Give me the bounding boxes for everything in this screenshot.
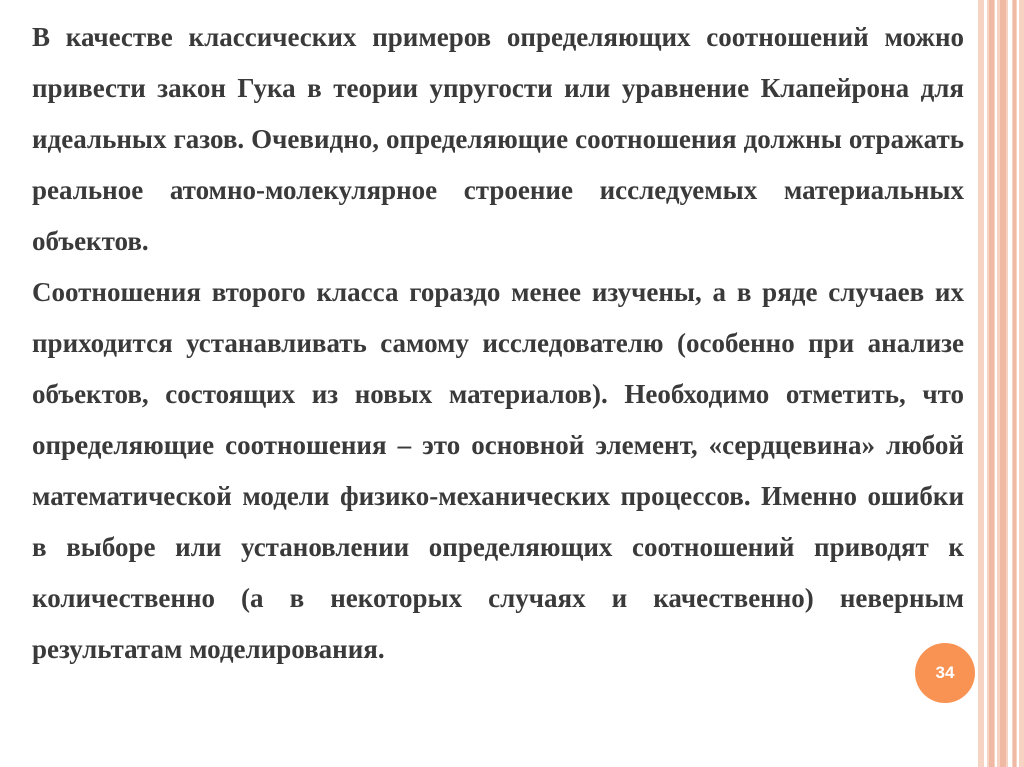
page-number-badge: 34 xyxy=(915,643,975,703)
decorative-stripe xyxy=(1013,0,1016,767)
decorative-stripe xyxy=(995,0,997,767)
paragraph-2: Соотношения второго класса гораздо менее изучены, а в ряде случаев их приходится устанавливать самому исследователю (особенно при анализе объектов, состоящих из новых материалов). Необходимо отметить, что определяющие соотношения – это основной элемент, «сердцевина» любой математической модели физико-механических процессов. Именно ошибки в выборе или установлении определяющих соотношений приводят к количественно (а в некоторых случаях и качественно) неверным результатам моделирования. xyxy=(32,277,964,664)
decorative-stripe xyxy=(1000,0,1006,767)
decorative-stripe xyxy=(984,0,987,767)
slide-body xyxy=(32,12,964,675)
decorative-stripe xyxy=(989,0,994,767)
paragraph-1: В качестве классических примеров определяющих соотношений можно привести закон Гука в теории упругости или уравнение Клапейрона для идеальных газов. Очевидно, определяющие соотношения должны отражать реальное атомно-молекулярное строение исследуемых материальных объектов. xyxy=(32,22,964,256)
decorative-stripe xyxy=(1008,0,1012,767)
decorative-stripe xyxy=(1017,0,1019,767)
